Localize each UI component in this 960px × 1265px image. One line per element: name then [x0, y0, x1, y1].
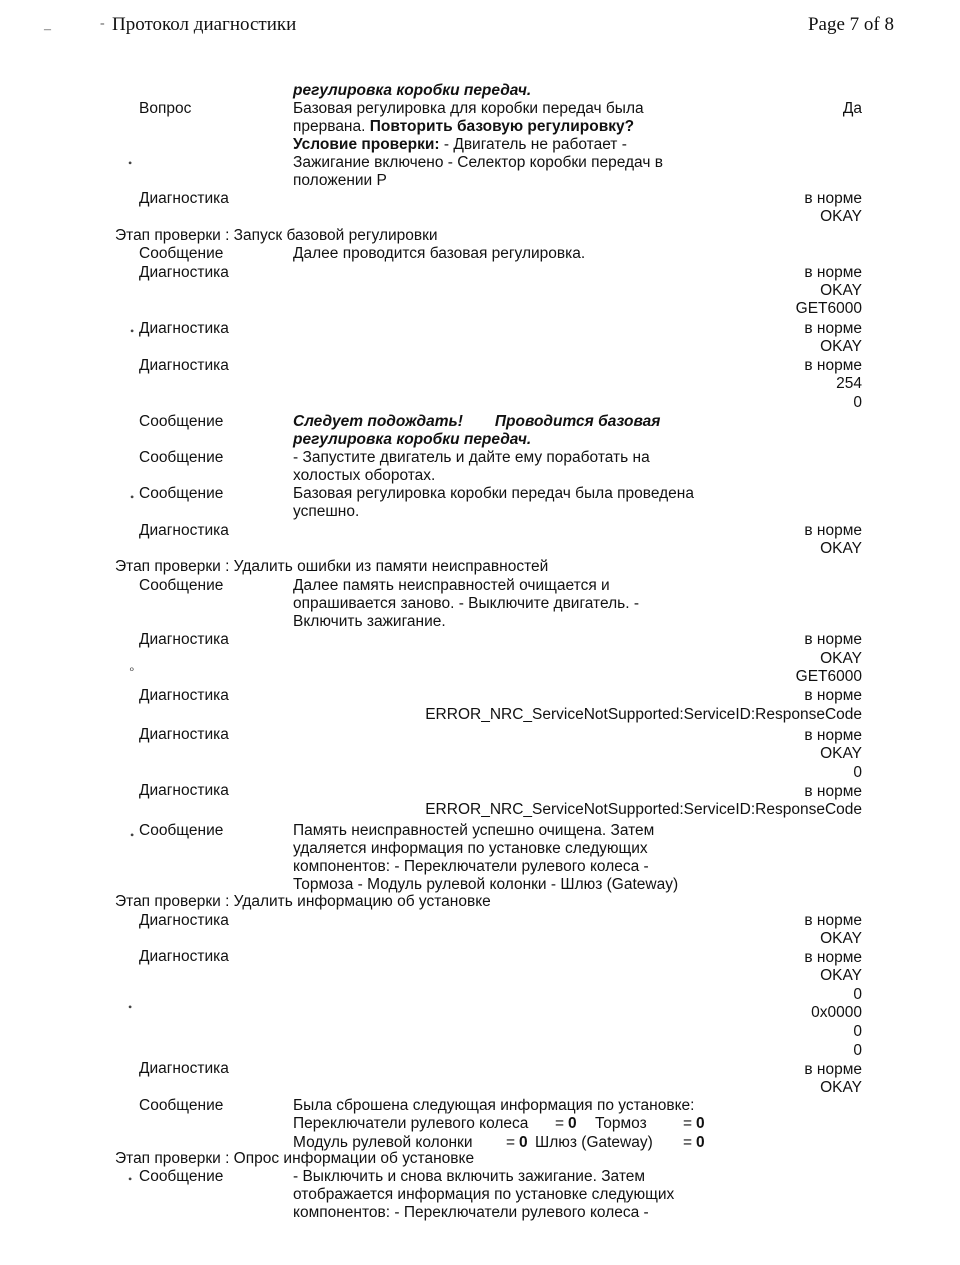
- text-line: Была сброшена следующая информация по установке:: [293, 1097, 695, 1114]
- row-value: в норме: [804, 522, 862, 539]
- text-line: Далее память неисправностей очищается и: [293, 577, 610, 594]
- text-fragment-bold: Следует подождать!: [293, 413, 463, 430]
- row-value: 0: [853, 764, 862, 781]
- setting-name: Переключатели рулевого колеса: [293, 1115, 529, 1132]
- header-page-number: Page 7 of 8: [807, 14, 894, 35]
- text-line: регулировка коробки передач.: [293, 431, 532, 448]
- text-line: Базовая регулировка для коробки передач была: [293, 100, 644, 117]
- setting-eq: =: [506, 1133, 516, 1151]
- setting-eq: =: [683, 1115, 693, 1132]
- row-label-message: Сообщение: [139, 1168, 224, 1185]
- row-value: в норме: [804, 264, 862, 281]
- row-value: OKAY: [820, 540, 862, 557]
- row-value: в норме: [804, 727, 862, 744]
- setting-value: 0: [519, 1133, 528, 1151]
- row-value: в норме: [804, 687, 862, 704]
- text-line: удаляется информация по установке следующих: [293, 840, 648, 857]
- row-value: OKAY: [820, 967, 862, 984]
- row-label-diagnostics: Диагностика: [139, 320, 229, 337]
- row-value: в норме: [804, 912, 862, 929]
- row-value: OKAY: [820, 1079, 862, 1096]
- row-label-message: Сообщение: [139, 485, 224, 502]
- text-line: успешно.: [293, 503, 360, 520]
- row-label-diagnostics: Диагностика: [139, 264, 229, 281]
- scan-dot: ∘: [128, 662, 136, 676]
- scan-dot: •: [130, 828, 135, 842]
- row-label-diagnostics: Диагностика: [139, 912, 229, 929]
- text-fragment-bold: Повторить базовую регулировку?: [369, 118, 635, 135]
- setting-name: Модуль рулевой колонки: [293, 1133, 473, 1151]
- scan-dot: •: [130, 324, 135, 338]
- setting-eq: =: [555, 1115, 565, 1132]
- row-label-diagnostics: Диагностика: [139, 522, 229, 539]
- row-label-diagnostics: Диагностика: [139, 190, 229, 207]
- text-line: положении P: [293, 172, 387, 189]
- text-fragment: - Двигатель не работает -: [439, 136, 627, 153]
- stage-heading: Этап проверки : Удалить информацию об установке: [115, 893, 491, 910]
- row-label-question: Вопрос: [139, 100, 192, 117]
- row-label-diagnostics: Диагностика: [139, 782, 229, 799]
- text-fragment-bold: Проводится базовая: [494, 413, 661, 430]
- row-label-message: Сообщение: [139, 1097, 224, 1114]
- row-label-diagnostics: Диагностика: [139, 687, 229, 704]
- row-label-message: Сообщение: [139, 245, 224, 262]
- setting-value: 0: [696, 1133, 705, 1151]
- stage-heading: Этап проверки : Запуск базовой регулировки: [115, 227, 438, 244]
- scan-dot: •: [128, 156, 133, 170]
- setting-value: 0: [696, 1115, 705, 1132]
- text-line: Базовая регулировка коробки передач была проведена: [293, 485, 694, 502]
- row-value: 254: [836, 375, 862, 392]
- row-value: OKAY: [820, 650, 862, 667]
- row-value: OKAY: [820, 930, 862, 947]
- row-value: Да: [842, 100, 862, 117]
- row-value: 0: [853, 1023, 862, 1040]
- scan-dot: •: [128, 1172, 133, 1186]
- header-title: Протокол диагностики: [112, 14, 297, 35]
- scan-mark: –: [44, 22, 51, 37]
- row-value: в норме: [804, 949, 862, 966]
- row-label-message: Сообщение: [139, 413, 224, 430]
- text-line: опрашивается заново. - Выключите двигатель. -: [293, 595, 639, 612]
- row-value: OKAY: [820, 745, 862, 762]
- row-label-message: Сообщение: [139, 449, 224, 466]
- row-label-diagnostics: Диагностика: [139, 726, 229, 743]
- text-line: регулировка коробки передач.: [293, 82, 532, 99]
- row-value: в норме: [804, 1061, 862, 1078]
- stage-heading: Этап проверки : Удалить ошибки из памяти неисправностей: [115, 558, 549, 575]
- scan-dot: •: [130, 490, 135, 504]
- text-line: [293, 118, 634, 137]
- text-line: Далее проводится базовая регулировка.: [293, 245, 586, 262]
- text-fragment: прервана.: [293, 118, 370, 135]
- text-line: - Выключить и снова включить зажигание. Затем: [293, 1168, 646, 1185]
- row-value: OKAY: [820, 338, 862, 355]
- text-line: Тормоза - Модуль рулевой колонки - Шлюз (Gateway): [293, 876, 679, 893]
- row-label-diagnostics: Диагностика: [139, 357, 229, 374]
- settings-row: [293, 1115, 723, 1134]
- text-line: [293, 413, 660, 432]
- header-dash: -: [100, 16, 105, 31]
- row-value: в норме: [804, 357, 862, 374]
- scan-dot: •: [128, 1000, 133, 1014]
- row-value: в норме: [804, 783, 862, 800]
- row-label-diagnostics: Диагностика: [139, 948, 229, 965]
- text-line: отображается информация по установке следующих: [293, 1186, 675, 1203]
- row-value: 0x0000: [811, 1004, 862, 1021]
- row-value: в норме: [804, 320, 862, 337]
- row-value: в норме: [804, 631, 862, 648]
- row-label-diagnostics: Диагностика: [139, 1060, 229, 1077]
- text-line: Включить зажигание.: [293, 613, 446, 630]
- row-label-message: Сообщение: [139, 822, 224, 839]
- text-line: компонентов: - Переключатели рулевого колеса -: [293, 858, 649, 875]
- text-line: холостых оборотах.: [293, 467, 436, 484]
- reset-settings-table: [293, 1115, 723, 1152]
- text-line: Зажигание включено - Селектор коробки передач в: [293, 154, 663, 171]
- text-line: - Запустите двигатель и дайте ему поработать на: [293, 449, 650, 466]
- row-value: GET6000: [795, 300, 862, 317]
- text-fragment-bold: Условие проверки:: [293, 136, 440, 153]
- row-value: ERROR_NRC_ServiceNotSupported:ServiceID:ResponseCode: [425, 706, 862, 723]
- text-line: компонентов: - Переключатели рулевого колеса -: [293, 1204, 649, 1221]
- text-line: Память неисправностей успешно очищена. Затем: [293, 822, 655, 839]
- row-value: OKAY: [820, 208, 862, 225]
- text-line: [293, 136, 627, 155]
- row-value: GET6000: [795, 668, 862, 685]
- row-value: OKAY: [820, 282, 862, 299]
- setting-name: Шлюз (Gateway): [535, 1133, 653, 1151]
- stage-heading: Этап проверки : Опрос информации об установке: [115, 1150, 475, 1167]
- row-label-diagnostics: Диагностика: [139, 631, 229, 648]
- row-value: 0: [853, 394, 862, 411]
- setting-eq: =: [683, 1133, 693, 1151]
- row-label-message: Сообщение: [139, 577, 224, 594]
- row-value: 0: [853, 1042, 862, 1059]
- row-value: 0: [853, 986, 862, 1003]
- setting-name: Тормоз: [595, 1115, 647, 1132]
- row-value: ERROR_NRC_ServiceNotSupported:ServiceID:ResponseCode: [425, 801, 862, 818]
- setting-value: 0: [568, 1115, 577, 1132]
- row-value: в норме: [804, 190, 862, 207]
